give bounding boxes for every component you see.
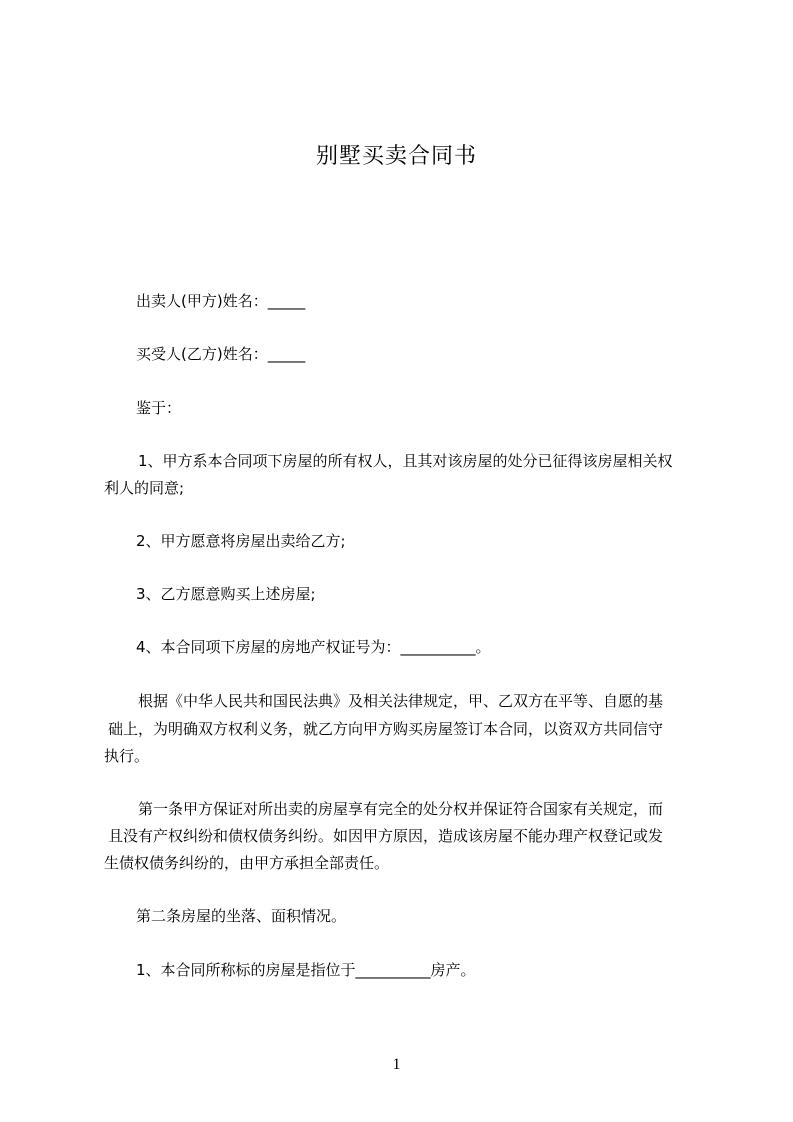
recital-1-line-1: 1、甲方系本合同项下房屋的所有权人，且其对该房屋的处分已征得该房屋相关权 — [138, 452, 673, 470]
basis-line-2: 础上，为明确双方权利义务，就乙方向甲方购买房屋签订本合同，以资双方共同信守 — [108, 720, 664, 738]
buyer-name-line: 买受人(乙方)姓名：_____ — [136, 345, 306, 363]
recital-2: 2、甲方愿意将房屋出卖给乙方; — [136, 532, 346, 550]
article-1-line-1: 第一条甲方保证对所出卖的房屋享有完全的处分权并保证符合国家有关规定，而 — [138, 800, 664, 818]
article-2-heading: 第二条房屋的坐落、面积情况。 — [136, 907, 347, 925]
basis-line-3: 执行。 — [104, 747, 150, 765]
article-2-item-1: 1、本合同所称标的房屋是指位于__________房产。 — [136, 961, 476, 979]
document-title: 别墅买卖合同书 — [315, 144, 477, 169]
article-1-line-3: 生债权债务纠纷的，由甲方承担全部责任。 — [104, 854, 390, 872]
recital-3: 3、乙方愿意购买上述房屋; — [136, 585, 316, 603]
whereas-heading: 鉴于： — [136, 399, 182, 417]
recital-1-line-2: 利人的同意; — [104, 479, 185, 497]
seller-name-line: 出卖人(甲方)姓名：_____ — [136, 292, 306, 310]
page-number: 1 — [392, 1056, 401, 1073]
basis-line-1: 根据《中华人民共和国民法典》及相关法律规定，甲、乙双方在平等、自愿的基 — [138, 692, 664, 710]
article-1-line-2: 且没有产权纠纷和债权债务纠纷。如因甲方原因，造成该房屋不能办理产权登记或发 — [108, 827, 664, 845]
recital-4: 4、本合同项下房屋的房地产权证号为：__________。 — [136, 638, 491, 656]
